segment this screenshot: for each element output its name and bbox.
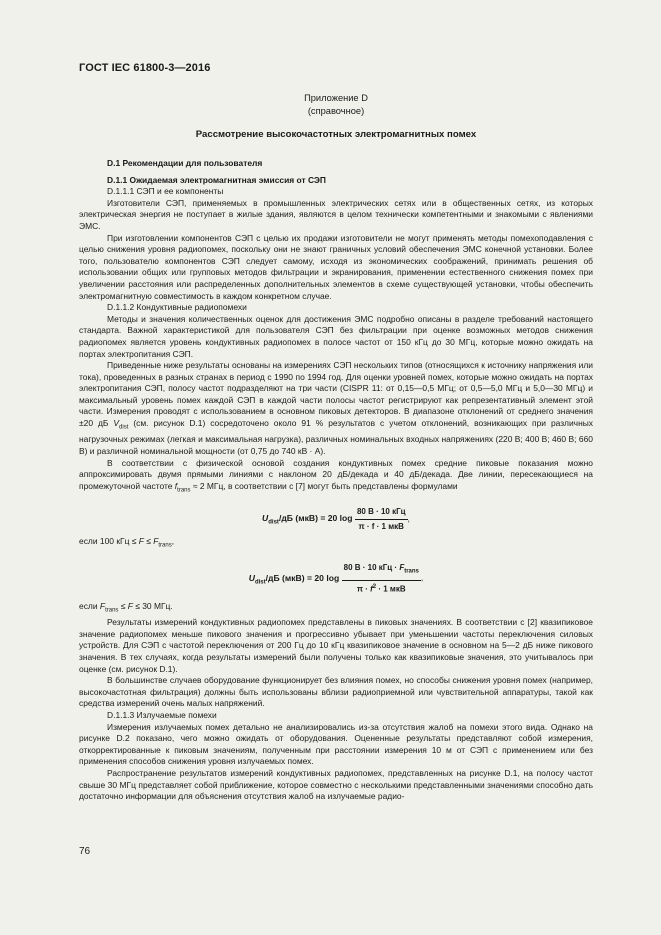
paragraph: При изготовлении компонентов СЭП с целью их продажи изготовители не могут применять методы помехоподавления с целью снижения уровня радиопомех, поскольку они не знают граничных условий обеспечения ЭМС конечной установки. Более того, пользователю компонентов СЭП следует самому, исходя из экономических соображений, принимать решения об использовании общих или групповых методов фильтрации и экранирования, применении естественного снижения помех при увеличении расстояния или распределенных дополнительных элементов в схеме существующей установки, чтобы обеспечить электромагнитную совместимость в каждом конкретном случае. <box>79 232 593 301</box>
section-d111-heading: D.1.1.1 СЭП и ее компоненты <box>107 186 224 197</box>
condition-line: если 100 кГц ≤ $F \le F_{trans}$, <box>79 536 175 549</box>
annex-subtitle: (справочное) <box>307 106 365 116</box>
section-d11-heading: D.1.1 Ожидаемая электромагнитная эмиссия от СЭП <box>107 174 326 185</box>
annex-body <box>79 158 593 803</box>
annex-title: Приложение D <box>304 93 368 103</box>
formula-low-frequency: $U_{dist}/дБ$ (мкВ) = 20 log $\frac{\text{80 В · 10 кГц}}{\text{π · f · 1 мкВ}}$ , <box>262 507 410 531</box>
formula-high-frequency: $U_{dist}/дБ$ (мкВ) = 20 log $\frac{80 В \cdot 10 кГц \cdot F_{trans}}{\pi \cdot f^2 \cdot 1 мкВ}$ , <box>248 563 424 594</box>
paragraph: Результаты измерений кондуктивных радиопомех представлены в пиковых значениях. В соответствии с [2] квазипиковое значение радиопомех меньше пикового значения и прогрессивно убывает при уменьшении частоты переключения силовых устройств. Для СЭП с частотой переключения от 200 Гц до 10 кГц квазипиковое значение в основном на 5—2 дБ ниже пикового значения. В тех случаях, когда результаты измерений были получены только как квазипиковые значения, это учитывалось при оценке (см. рисунок D.1). <box>79 617 593 674</box>
page-number: 76 <box>79 846 91 857</box>
condition-line: если $F_{trans} \le F \le 30$ МГц. <box>79 600 173 614</box>
formula-fraction: $\frac{80 В \cdot 10 кГц \cdot F_{trans}}{\pi \cdot f^2 \cdot 1 мкВ}$ <box>343 563 419 594</box>
paragraph: Методы и значения количественных оценок для достижения ЭМС подробно описаны в разделе требований настоящего стандарта. Важной характеристикой для пользователя СЭП без фильтрации при оценке возможных методов снижения радиопомех является уровень кондуктивных радиопомех в полосе частот от 150 кГц до 30 МГц, которые можно ожидать на портах электропитания СЭП. <box>79 313 593 359</box>
annex-heading: Рассмотрение высокочастотных электромагнитных помех <box>195 129 477 140</box>
formula-fraction: $\frac{\text{80 В · 10 кГц}}{\text{π · f · 1 мкВ}}$ <box>356 507 406 531</box>
standard-header: ГОСТ IEC 61800-3—2016 <box>79 62 211 74</box>
paragraph: Приведенные ниже результаты основаны на измерениях СЭП нескольких типов (относящихся к источнику напряжения или тока), проведенных в разных странах в период с 1990 по 1994 год. Для оценки уровней помех, которые можно ожидать на портах электропитания СЭП, полосу частот подразделяют на три части (CISPR 11: от 0,15—0,5 МГц; от 0,5—5,0 МГц и 5,0—30 МГц) и максимальный уровень помех каждой СЭП в каждой части полосы частот регистрируют как репрезентативный элемент этой части. Измерения проводят с использованием в основном пиковых детекторов. В диапазоне отклонений от среднего значения ±20 дБ $V_{dist}$ (см. рисунок D.1) сосредоточено около 91 % результатов с учетом отклонений, возникающих при различных нагрузочных режимах (легкая и максимальная нагрузка), различных номинальных входных напряжениях (220 В; 400 В; 460 В; 660 В) и различной номинальной мощности (от 0,75 до 740 кВ · А). <box>79 360 594 456</box>
paragraph: Распространение результатов измерений кондуктивных радиопомех, представленных на рисунке D.1, на полосу частот свыше 30 МГц представляет собой приближение, которое совместно с несколькими представленными значениями способно дать достаточно информации для объяснения отсутствия жалоб на излучаемые радио- <box>79 767 593 802</box>
paragraph: Изготовители СЭП, применяемых в промышленных электрических сетях или в общественных сетях, из которых электрическая энергия не поступает в жилые здания, являются в целом технически компетентными и знакомыми с явлениями ЭМС. <box>79 197 593 231</box>
paragraph: В соответствии с физической основой создания кондуктивных помех средние пиковые показания можно аппроксимировать двумя прямыми линиями с наклоном 20 дБ/декада и 40 дБ/декада. Две линии, пересекающиеся на промежуточной частоте $f_{trans} \approx 2$ МГц, в соответствии с [7] могут быть представлены формулами <box>79 457 593 494</box>
paragraph: В большинстве случаев оборудование функционирует без влияния помех, но способы снижения уровня помех (например, высокочастотная фильтрация) должны быть использованы вблизи радиоприемной или чувствительной аппаратуры, такой как средства измерений очень малых напряжений. <box>79 675 593 709</box>
section-d112-heading: D.1.1.2 Кондуктивные радиопомехи <box>107 302 247 313</box>
section-d1-heading: D.1 Рекомендации для пользователя <box>107 158 263 168</box>
section-d113-heading: D.1.1.3 Излучаемые помехи <box>107 709 217 720</box>
paragraph: Измерения излучаемых помех детально не анализировались из-за отсутствия жалоб на помехи этого вида. Однако на рисунке D.2 показано, чего можно ожидать от оборудования. Оцененные результаты представляют собой измерения, откорректированные к пиковым значениям, полученным при расстоянии измерения 10 м от СЭП с применением или без применения способов снижения уровня излучаемых помех. <box>79 721 593 767</box>
